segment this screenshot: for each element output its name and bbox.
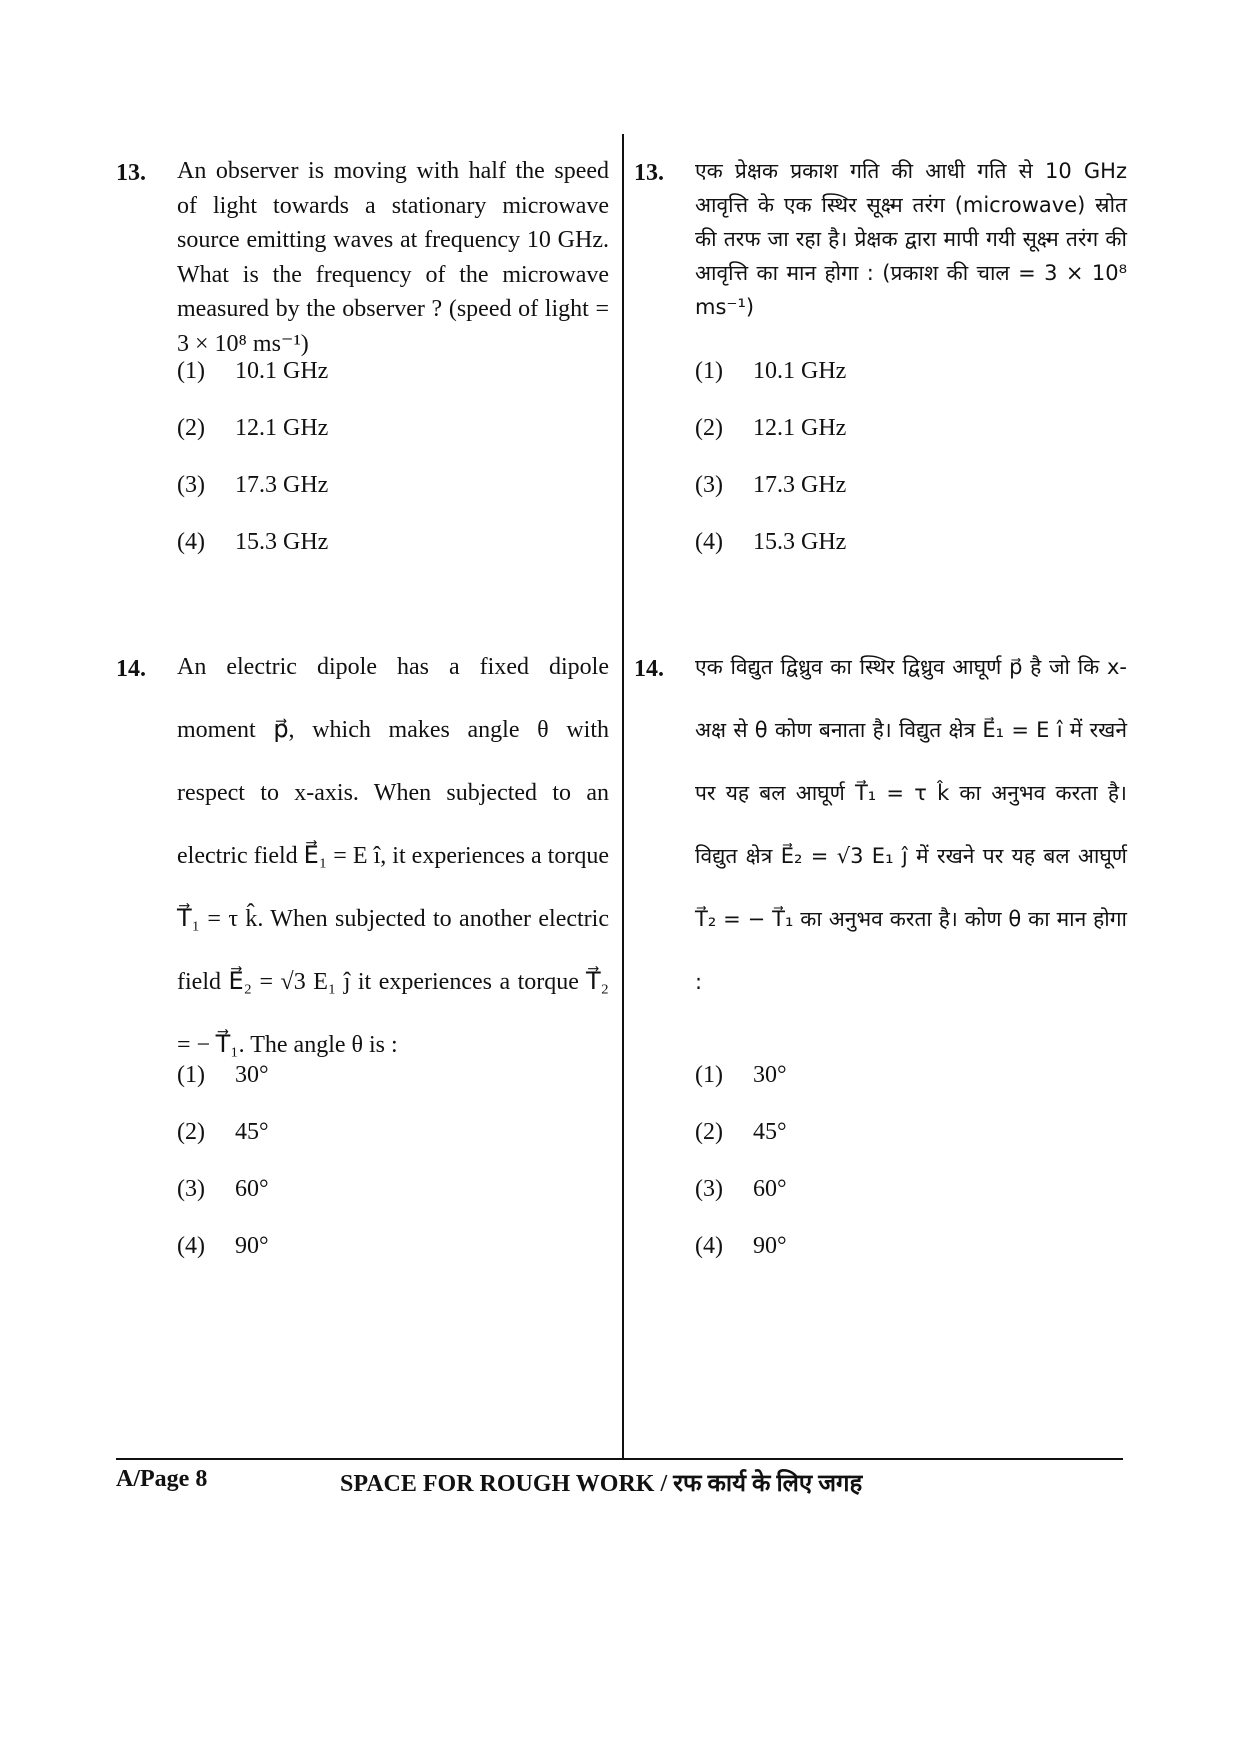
question-number: 14. bbox=[116, 656, 146, 682]
question-text: एक प्रेक्षक प्रकाश गति की आधी गति से 10 GHz आवृत्ति के एक स्थिर सूक्ष्म तरंग (microwave) स्रोत की तरफ जा रहा है। प्रेक्षक द्वारा मापी गयी सूक्ष्म तरंग की आवृत्ति का मान होगा : (प्रकाश की चाल = 3 × 10⁸ ms⁻¹) bbox=[695, 159, 1127, 319]
option-2[interactable]: (2) 12.1 GHz bbox=[177, 415, 329, 441]
option-4[interactable]: (4) 90° bbox=[177, 1233, 269, 1259]
option-4[interactable]: (4) 15.3 GHz bbox=[177, 529, 329, 555]
option-1[interactable]: (1) 30° bbox=[695, 1062, 787, 1088]
option-4[interactable]: (4) 90° bbox=[695, 1233, 787, 1259]
page-number: A/Page 8 bbox=[116, 1466, 208, 1492]
option-2[interactable]: (2) 12.1 GHz bbox=[695, 415, 847, 441]
option-3[interactable]: (3) 17.3 GHz bbox=[177, 472, 329, 498]
option-3[interactable]: (3) 17.3 GHz bbox=[695, 472, 847, 498]
option-3[interactable]: (3) 60° bbox=[695, 1176, 787, 1202]
question-text: An observer is moving with half the speed of light towards a stationary microwave source emitting waves at frequency 10 GHz. What is the frequency of the microwave measured by the observer ? (speed of light = 3 × 10⁸ ms⁻¹) bbox=[177, 158, 609, 357]
question-number: 14. bbox=[634, 656, 664, 682]
option-1[interactable]: (1) 30° bbox=[177, 1062, 269, 1088]
option-1[interactable]: (1) 10.1 GHz bbox=[695, 358, 847, 384]
footer-rule bbox=[116, 1458, 1123, 1460]
question-text: An electric dipole has a fixed dipole moment p⃗, which makes angle θ with respect to x-axis. When subjected to an electric field E⃗₁ = E î, it experiences a torque T⃗₁ = τ k̂. When subjected to another electric field E⃗₂ = √3 E₁ ĵ it experiences a torque T⃗₂ = − T⃗₁. The angle θ is : bbox=[177, 654, 609, 1058]
option-3[interactable]: (3) 60° bbox=[177, 1176, 269, 1202]
question-number: 13. bbox=[634, 160, 664, 186]
question-text: एक विद्युत द्विध्रुव का स्थिर द्विध्रुव आघूर्ण p⃗ है जो कि x-अक्ष से θ कोण बनाता है। विद्युत क्षेत्र E⃗₁ = E î में रखने पर यह बल आघूर्ण T⃗₁ = τ k̂ का अनुभव करता है। विद्युत क्षेत्र E⃗₂ = √3 E₁ ĵ में रखने पर यह बल आघूर्ण T⃗₂ = − T⃗₁ का अनुभव करता है। कोण θ का मान होगा : bbox=[695, 655, 1127, 994]
column-divider bbox=[622, 134, 624, 1460]
option-2[interactable]: (2) 45° bbox=[695, 1119, 787, 1145]
option-4[interactable]: (4) 15.3 GHz bbox=[695, 529, 847, 555]
rough-work-label: SPACE FOR ROUGH WORK / रफ कार्य के लिए जगह bbox=[340, 1471, 863, 1497]
question-number: 13. bbox=[116, 160, 146, 186]
option-2[interactable]: (2) 45° bbox=[177, 1119, 269, 1145]
option-1[interactable]: (1) 10.1 GHz bbox=[177, 358, 329, 384]
